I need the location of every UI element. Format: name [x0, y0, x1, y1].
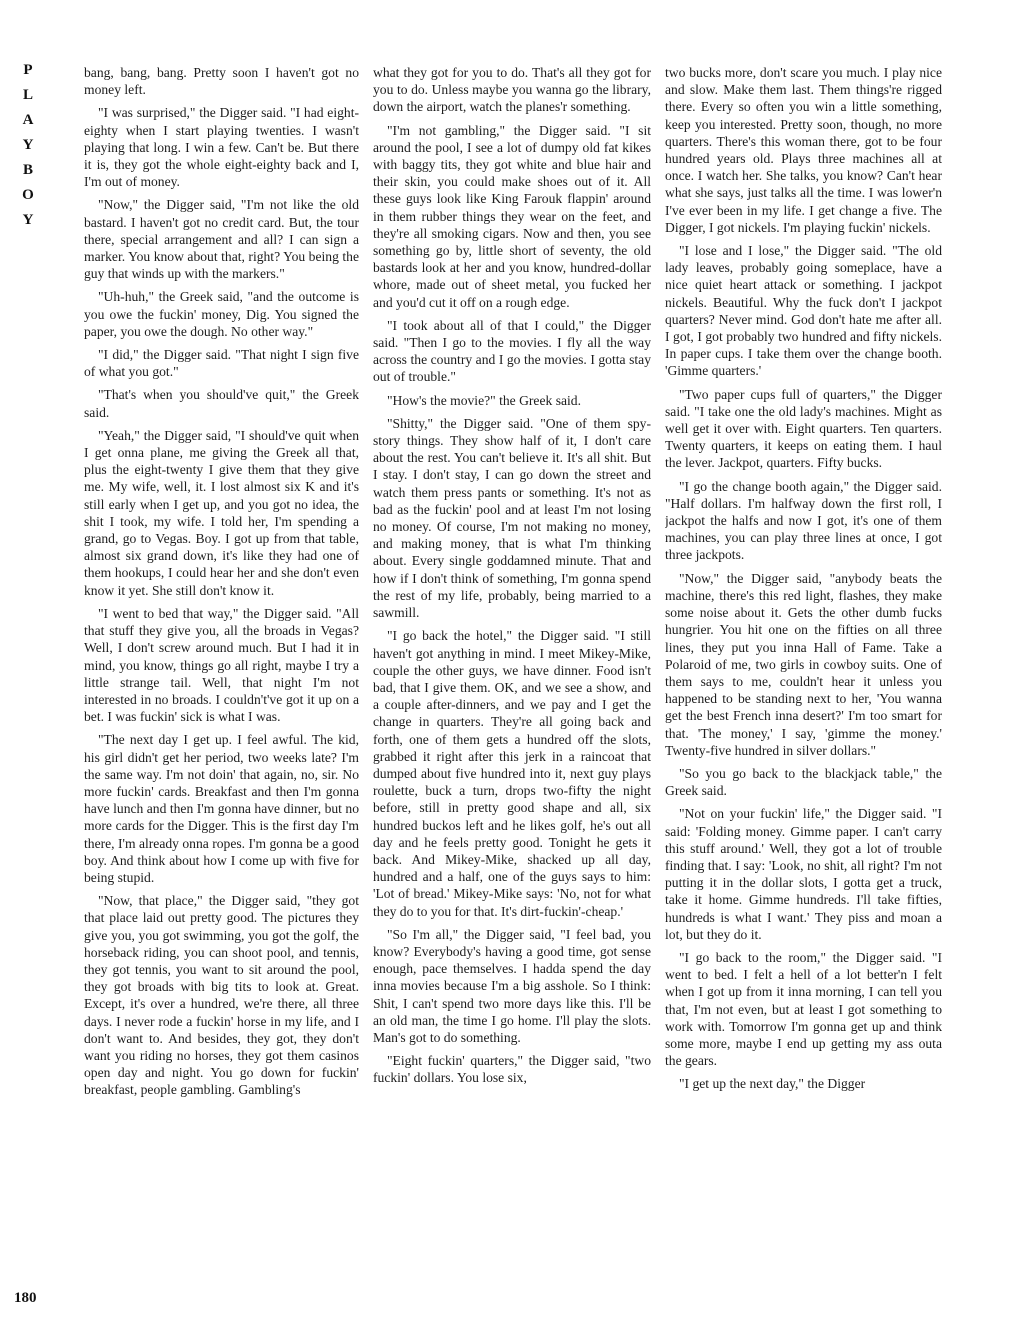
paragraph: "I go the change booth again," the Digger said. "Half dollars. I'm halfway down the first roll, I jackpot the halfs and now I got, it's one of them machines, you can play three lines at once, I got three jackpots.	[665, 478, 942, 563]
magazine-letter: A	[22, 112, 34, 128]
paragraph: "Now," the Digger said, "anybody beats the machine, there's this red light, flashes, they make some noise about it. Gets the other dumb fucks hungrier. You hit one on the fifties on all three lines, they put you inna Hall of Fame. Take a Polaroid of me, two girls in cowboy suits. One of them says to me, couldn't hear it unless you happened to be standing next to her, 'You wanna get the best French inna desert?' I'm too smart for that. 'The money,' I say, 'gimme the money.' Twenty-five hundred in silver dollars."	[665, 570, 942, 758]
paragraph: "Not on your fuckin' life," the Digger said. "I said: 'Folding money. Gimme paper. I can't carry this stuff around.' Well, they got a lot of trouble finding that. I say: 'Look, no shit, all right? I'm not putting it in the dollar slots, I gotta get a truck, take it home. Gimme hundreds. I'll take fifties, hundreds is what I want.' They piss and moan a lot, but they do it.	[665, 806, 942, 942]
paragraph: "I go back to the room," the Digger said. "I went to bed. I felt a hell of a lot better'n I felt when I got up from it inna morning, I can tell you that, I'm not even, but at least I got something to work with. Tomorrow I'm gonna get up and think some more, maybe I end up getting my ass outa the gears.	[665, 949, 942, 1069]
paragraph: "I get up the next day," the Digger	[679, 1076, 866, 1092]
magazine-letter: P	[23, 62, 33, 78]
paragraph: "Two paper cups full of quarters," the Digger said. "I take one the old lady's machines. Might as well get it over with. Eight quarters. Ten quarters. Twenty quarters, it keeps on eating them. I haul the lever. Jackpot, quarters. Fifty bucks.	[665, 386, 942, 471]
paragraph: "Uh-huh," the Greek said, "and the outcome is you owe the fuckin' money, Dig. You signed the paper, you owe the dough. No other way."	[84, 289, 359, 339]
paragraph: "So I'm all," the Digger said, "I feel bad, you know? Everybody's having a good time, got sense enough, pace themselves. I hadda spend the day inna movies because I'm a big asshole. So I think: Shit, I can't spend two more days like this. I'll be an old man, the time I go home. I'll play the slots. Man's got to do something.	[373, 926, 651, 1045]
text-column-2	[373, 64, 651, 1312]
text-column-1	[84, 64, 359, 1312]
magazine-vertical-title	[14, 58, 42, 233]
magazine-letter: Y	[22, 212, 34, 228]
paragraph: bang, bang, bang. Pretty soon I haven't got no money left.	[84, 65, 359, 98]
paragraph: "Now," the Digger said, "I'm not like the old bastard. I haven't got no credit card. But, the tour there, special arrangement and all? I can sign a marker. You know about that, right? You being the guy that winds up with the markers."	[84, 197, 359, 282]
paragraph: "I did," the Digger said. "That night I sign five of what you got."	[84, 347, 359, 380]
paragraph: "I go back the hotel," the Digger said. "I still haven't got anything in mind. I meet Mikey-Mike, couple the other guys, we have dinner. Food isn't bad, that I give them. OK, and we see a show, and a couple after-dinners, and we pay and I get the change in quarters. They're all going back and forth, one of them gets a hundred off the slots, grabbed it right after this jerk in a raincoat that dumped about five hundred into it, next guy plays roulette, buck a turn, drops two-fifty the night before, still in pretty good shape and all, six hundred buckos left and he likes golf, he's out all day and he feels pretty good. Tonight he gets it back. And Mikey-Mike, shacked up all day, hundred and a half, one of the guys says to him: 'Lot of bread.' Mikey-Mike says: 'No, not for what they do to you for that. It's dirt-fuckin'-cheap.'	[373, 628, 651, 919]
paragraph: two bucks more, don't scare you much. I play nice and slow. Make them last. Them things're rigged there. Every so often you win a little something, keep you interested. Pretty soon, though, no more quarters. There's this woman there, got to be four hundred years old. Plays three machines all at once. I watch her. She talks, you know? Can't hear what she says, just talks all the time. I was lower'n I've ever been in my life. I get change a five. The Digger, I got nickels. I'm playing fuckin' nickels.	[665, 65, 942, 235]
paragraph: what they got for you to do. That's all they got for you to do. Unless maybe you wanna go the library, down the airport, watch the planes'r something.	[373, 65, 651, 115]
magazine-letter: L	[22, 87, 33, 103]
magazine-letter: O	[22, 187, 34, 203]
paragraph: "Shitty," the Digger said. "One of them spy-story things. They show half of it, I don't care about the rest. You can't believe it. It's all shit. But I stay. I don't stay, I can go down the street and watch them press pants or something. It's not as bad as the fuckin' pool and at least I'm not losing no money. Of course, I'm not making no money, and making money, that is what I'm thinking about. Every single goddamned minute. That and how if I don't think of something, I'm gonna spend the rest of my life, probably, being married to a sawmill.	[373, 415, 651, 621]
paragraph: "I'm not gambling," the Digger said. "I sit around the pool, I see a lot of dumpy old fat kikes with baggy tits, they got white and blue hair and their skin, you could make shoes out of it. All these guys look like King Farouk flappin' around in them rubber things they wear on the feet, and they're all smoking cigars. Now and then, you see something go by, little short of seventy, the old bastards look at her and you know, hundred-dollar whore, made out of sheet metal, you fucked her and you'd cut it off on a rough edge.	[373, 122, 651, 310]
text-column-3	[665, 64, 942, 1312]
paragraph: "I lose and I lose," the Digger said. "The old lady leaves, probably going someplace, have a nice quiet heart attack or something. I jackpot nickels. Beautiful. Why the fuck don't I jackpot quarters? Never mind. God don't hate me after all. I got, I got probably two hundred and fifty nickels. In paper cups. I take them over the change booth. 'Gimme quarters.'	[665, 243, 942, 379]
paragraph: "I was surprised," the Digger said. "I had eight-eighty when I start playing twenties. I wasn't playing that long. I win a few. Can't be. But there it is, they got the whole eight-eighty back and I, I'm out of money.	[84, 105, 359, 190]
paragraph: "So you go back to the blackjack table," the Greek said.	[665, 765, 942, 799]
page-number: 180	[14, 1290, 37, 1306]
paragraph: "Yeah," the Digger said, "I should've quit when I get onna plane, me giving the Greek all that, plus the eight-twenty I give them that they give me. My wife, well, it. I lost almost six K and it's still early when I get up, and you got no idea, the shit I took, my wife. I told her, I'm spending a grand, go to Vegas. Boy. I got up from that table, almost six grand down, it's like they had one of them hookups, I could hear her and she don't even know it yet. She still don't know it.	[84, 427, 359, 598]
paragraph: "The next day I get up. I feel awful. The kid, his girl didn't get her period, two weeks late? I'm the same way. I'm not doin' that again, no, sir. No more fuckin' cards. Breakfast and then I'm gonna have lunch and then I'm gonna have dinner, but no more cards for the Digger. This is the first day I'm there, I'm already onna ropes. I'm gonna be a good boy. And think about how I come up with five for being stupid.	[84, 732, 359, 885]
paragraph: "How's the movie?" the Greek said.	[387, 392, 581, 408]
paragraph: "That's when you should've quit," the Greek said.	[84, 387, 359, 420]
paragraph: "I went to bed that way," the Digger said. "All that stuff they give you, all the broads in Vegas? Well, I don't screw around much. But I had it in mind, you know, things go all right, maybe I try a little strange tail. Well, that night I'm not interested in no broads. I couldn't've got it up on a bet. I was fuckin' sick is what I was.	[84, 605, 359, 725]
magazine-letter: Y	[22, 137, 34, 153]
paragraph: "Eight fuckin' quarters," the Digger said, "two fuckin' dollars. You lose six,	[373, 1053, 651, 1086]
paragraph: "Now, that place," the Digger said, "they got that place laid out pretty good. The pictures they give you, you got swimming, you got the golf, the horseback riding, you can shoot pool, and tennis, they got tennis, you want to sit around the pool, they got broads with big tits to look at. Great. Except, it's over a hundred, we're there, all three days. I never rode a fuckin' horse in my life, and I don't want to. And besides, they got, they don't want you riding no horses, they got them casinos open day and night. You go down for fuckin' breakfast, people gambling. Gambling's	[84, 893, 359, 1098]
magazine-letter: B	[22, 162, 33, 178]
paragraph: "I took about all of that I could," the Digger said. "Then I go to the movies. I fly all the way across the country and I go the movies. I gotta stay out of trouble."	[373, 317, 651, 385]
